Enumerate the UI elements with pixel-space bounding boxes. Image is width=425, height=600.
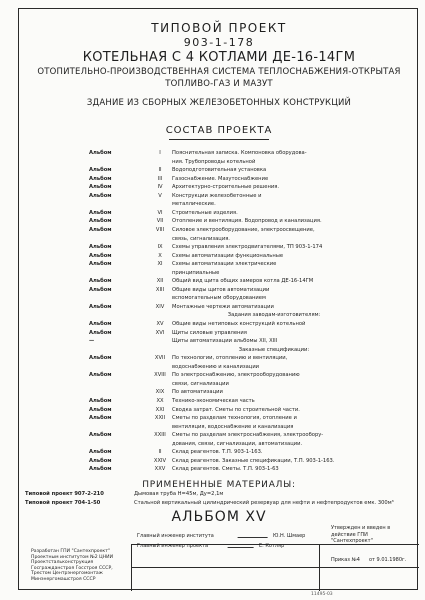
material-item: Стальной вертикальный цилиндрический резервуар для нефти и нефтепродуктов емк. 300м³	[134, 500, 394, 506]
album-label-cell: Альбом	[89, 432, 112, 439]
album-label-cell: Альбом	[89, 278, 112, 285]
title-block-rule	[131, 567, 419, 568]
album-description: Пояснительная записка. Компоновка оборудова-	[172, 150, 307, 156]
order-number: Приказ №4	[331, 557, 360, 563]
album-description: По автоматизации	[172, 389, 223, 396]
material-item: Дымовая труба Н=45м, Ду=2,1м	[134, 491, 224, 497]
album-number: IX	[157, 244, 163, 251]
album-description: вентиляция, водоснабжение и канализация	[172, 423, 294, 430]
album-description: Схемы управления электродвигателями, ТП 903-1-174	[172, 244, 323, 251]
contents-heading: СОСТАВ ПРОЕКТА	[165, 125, 273, 136]
album-description: Строительные изделия.	[172, 209, 238, 216]
album-label-cell: Альбом	[89, 209, 112, 216]
album-number: XV	[156, 321, 164, 327]
album-description: Общие виды нетиповых конструкций котельной	[172, 321, 306, 327]
album-description: Сметы по разделам технология, отопление и	[172, 415, 297, 422]
album-description: Архитектурно-строительные решения.	[172, 184, 280, 191]
album-description: По технологии, отоплению и вентиляции,	[172, 355, 288, 362]
album-number: XX	[156, 397, 164, 404]
project-number: 903-1-178	[183, 36, 255, 49]
album-number: IV	[157, 184, 163, 191]
album-description: вспомогательным оборудованием	[172, 295, 266, 302]
album-description: Щиты автоматизации альбомы XII, XIII	[172, 338, 278, 345]
album-label-cell: Альбом	[89, 457, 112, 464]
album-number: XVIII	[154, 372, 166, 379]
album-label-cell: Альбом	[89, 466, 112, 473]
album-label-cell: Альбом	[89, 167, 112, 174]
album-number: XVII	[154, 355, 166, 362]
album-description: По электроснабжению, электрооборудованию	[172, 372, 300, 379]
signature-scribble	[237, 531, 270, 538]
sheet-number: 11495-03	[311, 592, 333, 597]
album-label-cell: Альбом	[89, 372, 112, 379]
album-label-cell: Альбом	[89, 303, 112, 310]
album-label-cell: Альбом	[89, 449, 112, 456]
signature-line	[137, 532, 214, 540]
album-number: XXI	[155, 406, 165, 413]
album-number: VII	[156, 218, 164, 225]
signature-role: Главный инженер института	[137, 533, 214, 539]
album-description: Отопление и вентиляция. Водопровод и канализация.	[172, 218, 322, 225]
contents-underline	[169, 139, 269, 140]
album-number: VIII	[155, 226, 165, 233]
album-description: Общий вид щита общих замеров котла ДЕ-16-14ГМ	[172, 278, 314, 285]
album-label-cell: Альбом	[89, 406, 112, 413]
album-number: X	[158, 252, 162, 259]
album-description: Газоснабжение. Мазутоснабжение	[172, 175, 269, 182]
album-label-cell: Альбом	[89, 415, 112, 422]
album-number: XIV	[155, 303, 165, 310]
album-number: XXV	[154, 466, 166, 473]
album-label-cell: Альбом	[89, 261, 112, 268]
album-label-cell: Альбом	[89, 252, 112, 259]
album-description: Водоподготовительная установка	[172, 167, 267, 174]
album-description: Силовое электрооборудование, электроосвещение,	[172, 226, 315, 233]
signature-line	[137, 542, 208, 550]
material-project: Типовой проект 907-2-210	[25, 491, 104, 497]
fuel-description: ТОПЛИВО-ГАЗ И МАЗУТ	[165, 79, 273, 89]
album-number: III	[157, 175, 163, 182]
album-description: металлические.	[172, 201, 216, 208]
album-description: Склад реагентов. Т.П. 903-1-163.	[172, 449, 263, 456]
album-description: Конструкции железобетонные и	[172, 192, 262, 199]
drawing-frame	[18, 8, 418, 597]
title-block-divider	[319, 544, 320, 591]
signature-name: Е. Котляр	[259, 543, 285, 549]
project-type-title: ТИПОВОЙ ПРОЕКТ	[151, 21, 287, 35]
album-description: связь, сигнализация.	[172, 235, 230, 242]
album-description: Склад реагентов. Сметы. Т.П. 903-1-63	[172, 466, 279, 473]
order-date: от 9.01.1980г.	[369, 557, 407, 563]
album-number: V	[158, 192, 162, 199]
album-label: АЛЬБОМ XV	[171, 509, 267, 525]
album-label-cell: Альбом	[89, 397, 112, 404]
album-description: Заказные спецификации:	[238, 346, 310, 353]
album-label-cell: Альбом	[89, 175, 112, 182]
album-description: связи, сигнализации	[172, 380, 229, 387]
album-description: Схемы автоматизации функциональные	[172, 252, 284, 259]
album-number: XVI	[155, 329, 165, 336]
contents-row	[19, 465, 419, 474]
signature-role: Главный инженер проекта	[137, 543, 209, 549]
album-number: XXII	[154, 415, 166, 422]
album-description: Сметы по разделам электроснабжения, электрообору-	[172, 432, 324, 439]
album-number: II	[158, 167, 162, 174]
album-number: XII	[156, 278, 164, 285]
album-number: XXIV	[153, 457, 167, 464]
album-label-cell: Альбом	[89, 192, 112, 199]
signature-scribble	[227, 541, 256, 548]
album-label-cell: Альбом	[89, 355, 112, 362]
album-label-cell: Альбом	[89, 244, 112, 251]
album-label-cell: Альбом	[89, 286, 112, 293]
album-description: Сводка затрат. Сметы по строительной части.	[172, 406, 300, 413]
album-description: водоснабжению и канализации	[172, 363, 260, 370]
material-row	[19, 490, 419, 499]
album-label-cell: Альбом	[89, 218, 112, 225]
album-description: Общие виды щитов автоматизации	[172, 286, 270, 293]
album-label-cell: Альбом	[89, 150, 112, 156]
material-row	[19, 499, 419, 508]
signature-name: Ю.Н. Шмаер	[273, 533, 306, 539]
material-project: Типовой проект 704-1-50	[25, 500, 101, 506]
materials-heading: ПРИМЕНЕННЫЕ МАТЕРИАЛЫ:	[142, 480, 296, 490]
album-description: Задания заводам-изготовителям:	[227, 312, 321, 319]
building-description: ЗДАНИЕ ИЗ СБОРНЫХ ЖЕЛЕЗОБЕТОННЫХ КОНСТРУКЦИЙ	[86, 98, 352, 108]
album-number: XIII	[155, 286, 165, 293]
album-label-cell: Альбом	[89, 184, 112, 191]
album-description: Щиты силовые управления	[172, 329, 247, 336]
album-label-cell: Альбом	[89, 226, 112, 233]
album-label-cell: Альбом	[89, 329, 112, 336]
system-description: ОТОПИТЕЛЬНО-ПРОИЗВОДСТВЕННАЯ СИСТЕМА ТЕПЛОСНАБЖЕНИЯ-ОТКРЫТАЯ	[37, 67, 401, 77]
album-label-cell: —	[89, 338, 95, 345]
album-number: XI	[157, 261, 163, 268]
album-description: Схемы автоматизации электрические	[172, 261, 277, 268]
album-description: Склад реагентов. Заказные спецификации, Т.П. 903-1-163.	[172, 457, 335, 464]
album-number: XXIII	[154, 432, 166, 439]
album-number: II	[158, 449, 162, 456]
album-description: дования, связи, сигнализации, автоматизации.	[172, 440, 303, 447]
album-number: I	[159, 150, 161, 156]
album-description: принципиальные	[172, 269, 220, 276]
project-title: КОТЕЛЬНАЯ С 4 КОТЛАМИ ДЕ-16-14ГМ	[82, 50, 356, 65]
approval-note: Утвержден и введен в действие ГПИ "Сантехпроект"	[331, 525, 391, 544]
album-number: XIX	[155, 389, 165, 396]
album-description: ния. Трубопроводы котельной	[172, 158, 256, 165]
album-description: Технико-экономическая часть	[172, 397, 255, 404]
album-description: Монтажные чертежи автоматизации	[172, 303, 274, 310]
album-label-cell: Альбом	[89, 321, 112, 327]
developer-note: Разработан ГПИ "Сантехпроект" Проектным институтом №2 ЦНИИ Проектстальконструкция Госгражданстроя Госстроя СССР, Трестом Центрэнергомонтаж Минэнергомашстроя СССР	[31, 549, 114, 582]
album-number: VI	[157, 209, 163, 216]
